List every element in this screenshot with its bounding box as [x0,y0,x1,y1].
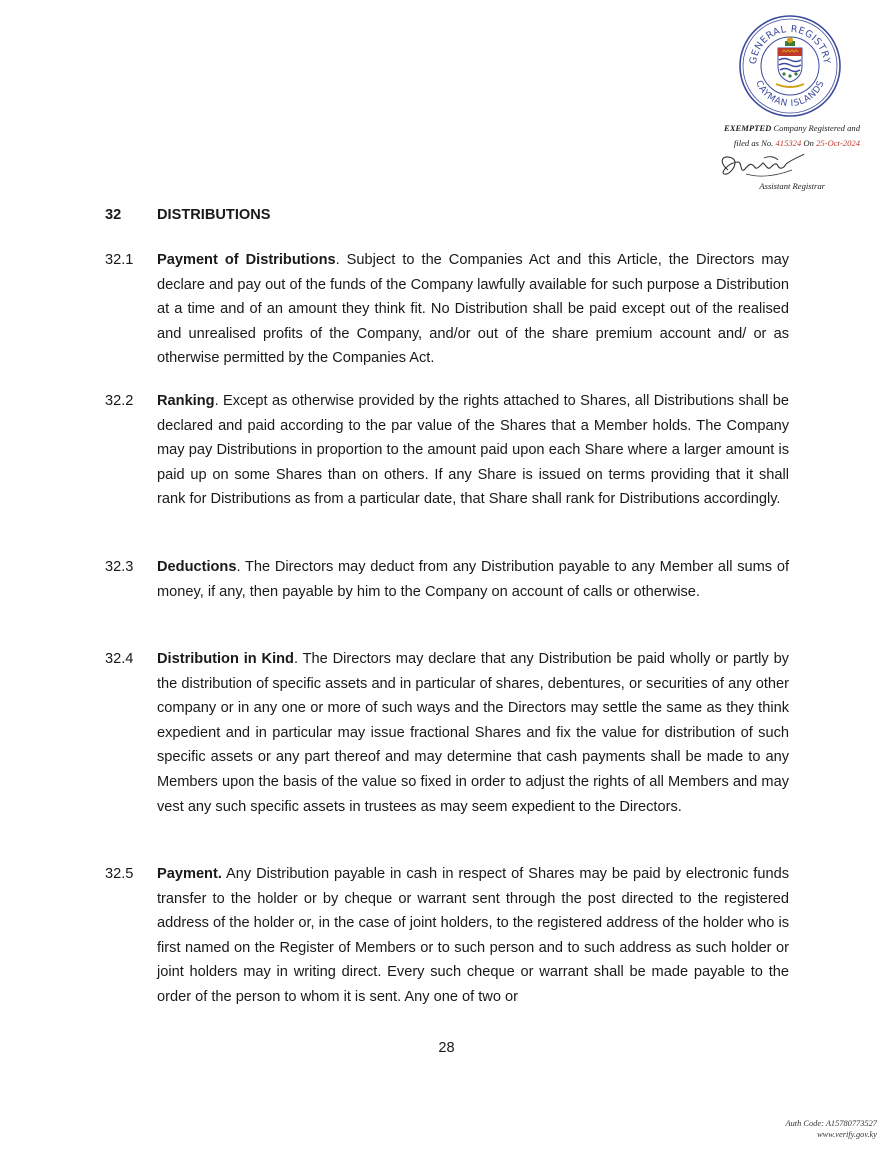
clause-number: 32.3 [105,559,134,575]
filed-date: 25-Oct-2024 [816,138,860,148]
clause-text: . The Directors may declare that any Distribution be paid wholly or partly by the distribution of specific assets and in particular of shares, debentures, or securities of any other company or in any one or more of such ways and the Directors may settle the same as they think expedient and in particular may issue fractional Shares and fix the value for distribution of such specific assets or any part thereof and may determine that cash payments shall be made to any Members upon the basis of the value so fixed in order to adjust the rights of all Members and may vest any such specific assets in trustees as may seem expedient to the Directors. [157,651,789,815]
clause-title: Distribution in Kind [157,651,294,667]
clause-body [157,647,789,819]
registry-seal [738,14,842,118]
clause-32-2 [105,389,789,512]
registration-stamp-line1 [700,122,860,134]
section-title: DISTRIBUTIONS [157,207,271,223]
verification-footer [786,1118,878,1140]
clause-body [157,389,789,512]
registration-stamp-line2 [700,137,860,149]
clause-number: 32.1 [105,252,134,268]
clause-title: Payment of Distributions [157,252,336,268]
clause-32-3 [105,555,789,604]
svg-text:CAYMAN ISLANDS: CAYMAN ISLANDS [753,79,827,110]
section-number: 32 [105,207,122,223]
clause-text: . Except as otherwise provided by the rights attached to Shares, all Distributions shall be declared and paid according to the par value of the Shares that a Member holds. The Company may pay Distributions in proportion to the amount paid upon each Share where a larger amount is paid up on some Shares than on others. If any Share is issued on terms providing that it shall rank for Distributions as from a particular date, that Share shall rank for Distributions accordingly. [157,393,789,508]
clause-32-1 [105,248,789,371]
clause-32-5 [105,862,789,1010]
clause-title: Ranking [157,393,215,409]
registration-number: 415324 [775,138,802,148]
clause-number: 32.2 [105,393,134,409]
section-heading [105,207,271,223]
clause-32-4 [105,647,789,819]
svg-text:GENERAL REGISTRY: GENERAL REGISTRY [747,23,833,65]
clause-body [157,555,789,604]
clause-body [157,248,789,371]
registrar-signature [716,150,806,182]
stamp-line1-rest: Company Registered and [773,123,860,133]
clause-text: Any Distribution payable in cash in respect of Shares may be paid by electronic funds transfer to the holder or by cheque or warrant sent through the post directed to the registered address of the holder or, in the case of joint holders, to the registered address of the holder who is first named on the Register of Members or to such person and to such address as such holder or joint holders may in writing direct. Every such cheque or warrant shall be made payable to the order of the person to whom it is sent. Any one of two or [157,866,789,1005]
seal-graphic [738,14,842,118]
registrar-role: Assistant Registrar [759,181,825,191]
verify-website: www.verify.gov.ky [817,1130,877,1139]
stamp-status: EXEMPTED [724,123,772,133]
stamp-line2-mid: On [803,138,814,148]
clause-text: . The Directors may deduct from any Distribution payable to any Member all sums of money, if any, then payable by him to the Company on account of calls or otherwise. [157,559,789,600]
clause-title: Deductions [157,559,237,575]
clause-number: 32.4 [105,651,134,667]
clause-body [157,862,789,1010]
clause-text: . Subject to the Companies Act and this Article, the Directors may declare and pay out of the funds of the Company lawfully available for such purpose a Distribution at a time and of an amount they think fit. No Distribution shall be paid except out of the realised and unrealised profits of the Company, and/or out of the share premium account and/ or as otherwise permitted by the Companies Act. [157,252,789,367]
clause-title: Payment. [157,866,222,882]
clause-number: 32.5 [105,866,134,882]
page-number: 28 [438,1040,455,1056]
stamp-line2-prefix: filed as No. [733,138,774,148]
auth-code: Auth Code: A15780773527 [785,1119,877,1128]
